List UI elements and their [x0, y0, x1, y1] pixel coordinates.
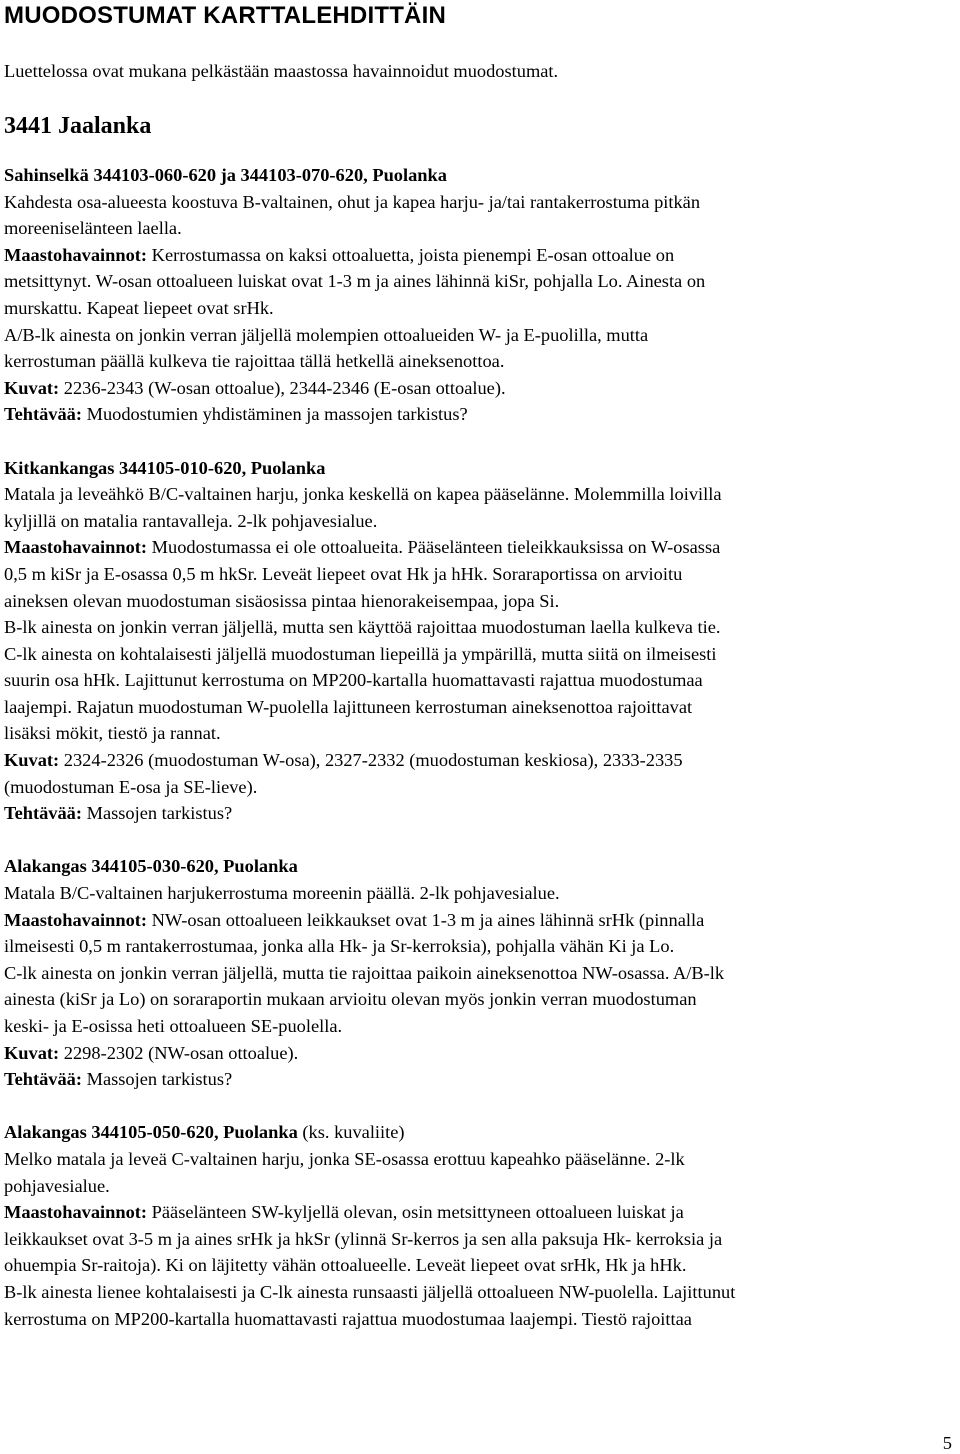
bold-label: Kuvat: [4, 377, 60, 398]
text-line [4, 933, 954, 960]
text-segment: laajempi. Rajatun muodostuman W-puolella lajittuneen kerrostuman aineksenottoa rajoittavat [4, 696, 693, 717]
formation-entry [4, 455, 954, 827]
text-segment: Melko matala ja leveä C-valtainen harju, jonka SE-osassa erottuu kapeahko pääselänne. 2-lk [4, 1148, 685, 1169]
text-segment: pohjavesialue. [4, 1175, 110, 1196]
formation-heading-line [4, 162, 954, 189]
text-line [4, 215, 954, 242]
text-segment: Pääselänteen SW-kyljellä olevan, osin metsittyneen ottoalueen luiskat ja [147, 1202, 684, 1223]
text-line [4, 561, 954, 588]
text-segment: 2298-2302 (NW-osan ottoalue). [59, 1042, 299, 1063]
text-line [4, 189, 954, 216]
text-segment: Muodostumassa ei ole ottoalueita. Pääselänteen tieleikkauksissa on W-osassa [147, 537, 721, 558]
text-segment: Kerrostumassa on kaksi ottoaluetta, joista pienempi E-osan ottoalue on [147, 244, 675, 265]
text-segment: A/B-lk ainesta on jonkin verran jäljellä molempien ottoalueiden W- ja E-puolilla, mutta [4, 324, 649, 345]
text-line [4, 986, 954, 1013]
text-segment: B-lk ainesta lienee kohtalaisesti ja C-lk ainesta runsaasti jäljellä ottoalueen NW-puolella. Lajittunut [4, 1281, 736, 1302]
bold-label: Kuvat: [4, 1042, 60, 1063]
text-line [4, 348, 954, 375]
text-segment: (ks. kuvaliite) [297, 1122, 405, 1143]
text-line [4, 1199, 954, 1226]
text-line [4, 295, 954, 322]
text-line [4, 880, 954, 907]
map-sheet-heading: 3441 Jaalanka [4, 113, 152, 139]
text-segment: keski- ja E-osissa heti ottoalueen SE-puolella. [4, 1016, 343, 1036]
text-line [4, 641, 954, 668]
bold-label: Tehtävää: [4, 803, 82, 824]
text-line [4, 1306, 954, 1333]
text-line [4, 1252, 954, 1279]
text-segment: Muodostumien yhdistäminen ja massojen tarkistus? [82, 404, 468, 425]
text-line [4, 242, 954, 269]
page-title: MUODOSTUMAT KARTTALEHDITTÄIN [4, 2, 446, 29]
formation-heading-line [4, 853, 954, 880]
text-segment: suurin osa hHk. Lajittunut kerrostuma on MP200-kartalla huomattavasti rajattua muodostumaa [4, 670, 703, 691]
text-line [4, 667, 954, 694]
text-segment: Matala B/C-valtainen harjukerrostuma moreenin päällä. 2-lk pohjavesialue. [4, 883, 560, 904]
bold-label: Maastohavainnot: [4, 537, 148, 558]
text-segment: kerrostuma on MP200-kartalla huomattavasti rajattua muodostumaa laajempi. Tiestö rajoittaa [4, 1308, 692, 1329]
formation-entry [4, 1119, 954, 1332]
text-segment: 2236-2343 (W-osan ottoalue), 2344-2346 (E-osan ottoalue). [59, 377, 506, 398]
text-line [4, 614, 954, 641]
bold-label: Kitkankangas 344105-010-620, Puolanka [4, 457, 326, 478]
bold-label: Tehtävää: [4, 1069, 82, 1090]
text-line [4, 375, 954, 402]
text-line [4, 800, 954, 827]
formation-heading-line [4, 455, 954, 482]
text-segment: ilmeisesti 0,5 m rantakerrostumaa, jonka alla Hk- ja Sr-kerroksia), pohjalla vähän Ki ja Lo. [4, 936, 675, 957]
text-line [4, 534, 954, 561]
text-line [4, 960, 954, 987]
text-line [4, 1173, 954, 1200]
text-segment: aineksen olevan muodostuman sisäosissa pintaa hienorakeisempaa, jopa Si. [4, 590, 560, 611]
text-segment: moreeniselänteen laella. [4, 218, 182, 239]
text-segment: kyljillä on matalia rantavalleja. 2-lk pohjavesialue. [4, 510, 378, 531]
text-line [4, 694, 954, 721]
bold-label: Alakangas 344105-030-620, Puolanka [4, 856, 298, 877]
text-segment: C-lk ainesta on kohtalaisesti jäljellä muodostuman liepeillä ja ympärillä, mutta siitä on ilmeisesti [4, 643, 717, 664]
bold-label: Maastohavainnot: [4, 1202, 148, 1223]
text-segment: NW-osan ottoalueen leikkaukset ovat 1-3 m ja aines lähinnä srHk (pinnalla [147, 909, 705, 930]
text-segment: (muodostuman E-osa ja SE-lieve). [4, 776, 258, 797]
bold-label: Sahinselkä 344103-060-620 ja 344103-070-620, Puolanka [4, 165, 447, 185]
text-line [4, 1013, 954, 1040]
text-line [4, 1279, 954, 1306]
bold-label: Kuvat: [4, 750, 60, 771]
text-segment: Massojen tarkistus? [82, 1069, 233, 1090]
text-segment: kerrostuman päällä kulkeva tie rajoittaa tällä hetkellä aineksenottoa. [4, 351, 505, 372]
text-segment: murskattu. Kapeat liepeet ovat srHk. [4, 297, 274, 318]
formation-entry [4, 162, 954, 428]
document-page [4, 0, 954, 1332]
text-segment: Kahdesta osa-alueesta koostuva B-valtainen, ohut ja kapea harju- ja/tai rantakerrostuma pitkän [4, 191, 701, 212]
text-line [4, 1066, 954, 1093]
text-segment: metsittynyt. W-osan ottoalueen luiskat ovat 1-3 m ja aines lähinnä kiSr, pohjalla Lo. Ainesta on [4, 271, 706, 292]
bold-label: Alakangas 344105-050-620, Puolanka [4, 1122, 298, 1143]
text-line [4, 508, 954, 535]
intro-text: Luettelossa ovat mukana pelkästään maastossa havainnoidut muodostumat. [4, 61, 559, 81]
text-line [4, 1040, 954, 1067]
bold-label: Maastohavainnot: [4, 244, 148, 265]
text-line [4, 588, 954, 615]
text-line [4, 268, 954, 295]
text-segment: leikkaukset ovat 3-5 m ja aines srHk ja hkSr (ylinnä Sr-kerros ja sen alla paksuja Hk- kerroksia ja [4, 1228, 723, 1249]
text-segment: 2324-2326 (muodostuman W-osa), 2327-2332 (muodostuman keskiosa), 2333-2335 [59, 750, 683, 771]
formation-list [4, 162, 954, 1332]
text-segment: ainesta (kiSr ja Lo) on soraraportin mukaan arvioitu olevan myös jonkin verran muodostuman [4, 989, 697, 1010]
page-number: 5 [942, 1433, 952, 1453]
text-line [4, 1146, 954, 1173]
bold-label: Maastohavainnot: [4, 909, 148, 930]
text-line [4, 481, 954, 508]
text-segment: C-lk ainesta on jonkin verran jäljellä, mutta tie rajoittaa paikoin aineksenottoa NW-osassa. A/B-lk [4, 962, 725, 983]
text-line [4, 720, 954, 747]
text-line [4, 1226, 954, 1253]
text-line [4, 322, 954, 349]
formation-entry [4, 853, 954, 1092]
text-segment: 0,5 m kiSr ja E-osassa 0,5 m hkSr. Leveät liepeet ovat Hk ja hHk. Soraraportissa on arvioitu [4, 563, 683, 584]
text-segment: Massojen tarkistus? [82, 803, 233, 824]
text-line [4, 907, 954, 934]
text-line [4, 747, 954, 774]
text-segment: lisäksi mökit, tiestö ja rannat. [4, 723, 221, 744]
text-line [4, 401, 954, 428]
formation-heading-line [4, 1119, 954, 1146]
bold-label: Tehtävää: [4, 404, 82, 425]
text-segment: ohuempia Sr-raitoja). Ki on läjitetty vähän ottoalueelle. Leveät liepeet ovat srHk, Hk ja hHk. [4, 1255, 687, 1276]
text-segment: B-lk ainesta on jonkin verran jäljellä, mutta sen käyttöä rajoittaa muodostuman laella kulkeva tie. [4, 617, 721, 638]
text-segment: Matala ja leveähkö B/C-valtainen harju, jonka keskellä on kapea pääselänne. Molemmilla loivilla [4, 484, 722, 505]
text-line [4, 774, 954, 801]
